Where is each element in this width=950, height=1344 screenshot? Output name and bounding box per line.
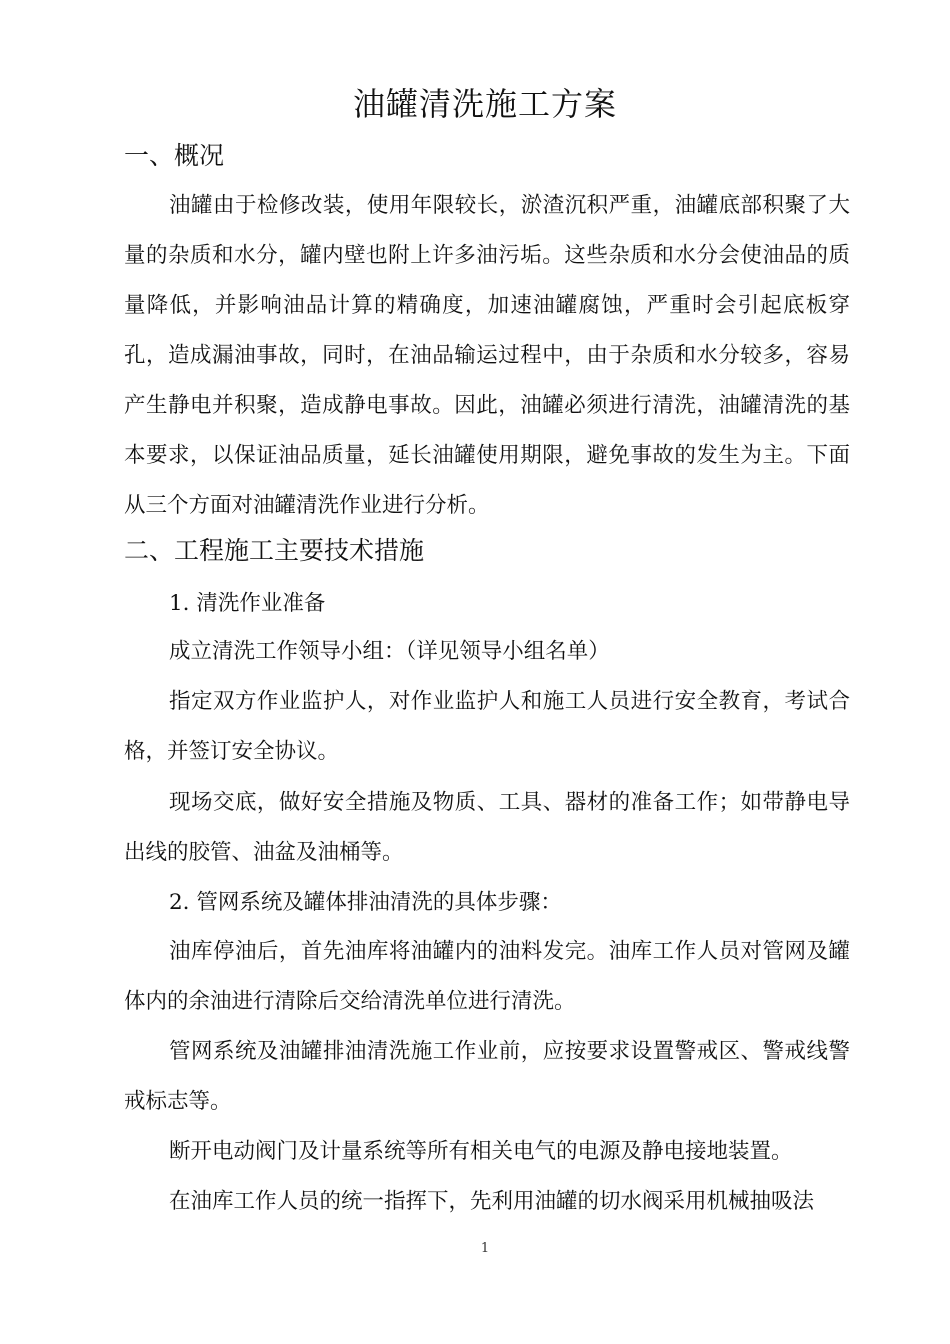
page-number: 1: [480, 1241, 490, 1256]
paragraph-unified-command: 在油库工作人员的统一指挥下，先利用油罐的切水阀采用机械抽吸法: [169, 1189, 815, 1214]
paragraph-leadership-group: 成立清洗工作领导小组：（详见领导小组名单）: [169, 639, 610, 664]
section-heading-measures: 二、工程施工主要技术措施: [124, 536, 425, 565]
subsection-heading-steps: 2. 管网系统及罐体排油清洗的具体步骤：: [169, 890, 562, 915]
paragraph-supervisors: 指定双方作业监护人，对作业监护人和施工人员进行安全教育，考试合格，并签订安全协议。: [124, 689, 850, 764]
section-heading-overview: 一、概况: [124, 141, 225, 170]
overview-paragraph: 油罐由于检修改装，使用年限较长，淤渣沉积严重，油罐底部积聚了大量的杂质和水分，罐内壁也附上许多油污垢。这些杂质和水分会使油品的质量降低，并影响油品计算的精确度，加速油罐腐蚀，严重时会引起底板穿孔，造成漏油事故，同时，在油品输运过程中，由于杂质和水分较多，容易产生静电并积聚，造成静电事故。因此，油罐必须进行清洗，油罐清洗的基本要求，以保证油品质量，延长油罐使用期限，避免事故的发生为主。下面从三个方面对油罐清洗作业进行分析。: [124, 193, 850, 518]
document-title: 油罐清洗施工方案: [352, 85, 617, 123]
paragraph-oil-drain: 油库停油后，首先油库将油罐内的油料发完。油库工作人员对管网及罐体内的余油进行清除后交给清洗单位进行清洗。: [124, 939, 850, 1014]
paragraph-warning-zone: 管网系统及油罐排油清洗施工作业前，应按要求设置警戒区、警戒线警戒标志等。: [124, 1039, 850, 1114]
paragraph-site-briefing: 现场交底，做好安全措施及物质、工具、器材的准备工作；如带静电导出线的胶管、油盆及油桶等。: [124, 790, 850, 865]
subsection-heading-preparation: 1. 清洗作业准备: [169, 591, 326, 616]
paragraph-power-off: 断开电动阀门及计量系统等所有相关电气的电源及静电接地装置。: [169, 1139, 793, 1164]
